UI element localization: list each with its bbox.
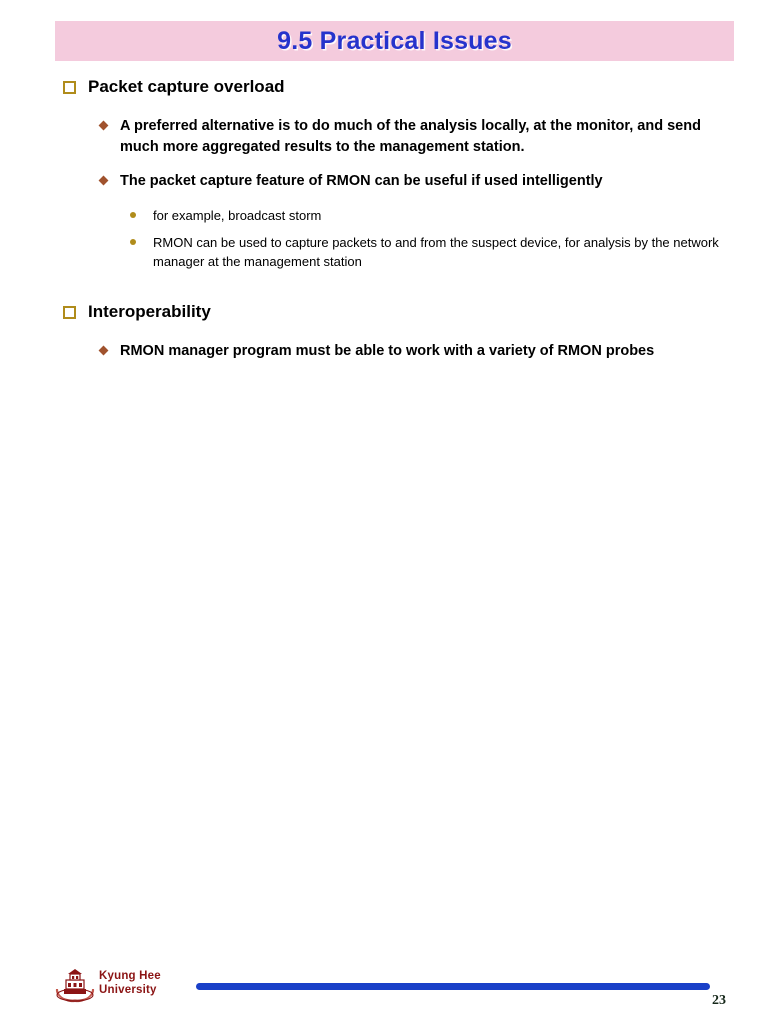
slide-footer — [0, 480, 780, 1008]
spacer — [0, 323, 780, 341]
section-heading-label: Packet capture overload — [88, 77, 285, 96]
spacer — [0, 192, 780, 206]
sub-bullet-item-label: RMON can be used to capture packets to and from the suspect device, for analysis by the network manager at the management station — [153, 234, 719, 269]
sub-bullet-item — [0, 233, 780, 271]
organization-name-line1: Kyung Hee — [99, 970, 161, 982]
spacer — [0, 157, 780, 171]
diamond-bullet-icon — [99, 121, 109, 131]
bullet-item-label: RMON manager program must be able to work with a variety of RMON probes — [120, 342, 655, 359]
spacer — [0, 271, 780, 301]
organization-name — [99, 969, 161, 997]
kyung-hee-university-crest-icon — [54, 967, 96, 1005]
diamond-bullet-icon — [99, 176, 109, 186]
footer-rule — [196, 983, 710, 990]
hollow-square-bullet-icon — [63, 81, 76, 94]
section-heading-interoperability — [0, 301, 780, 323]
page-number: 23 — [712, 993, 726, 1008]
bullet-item — [0, 116, 780, 157]
bullet-item-label: The packet capture feature of RMON can be useful if used intelligently — [120, 173, 603, 189]
page-title: 9.5 Practical Issues — [277, 26, 512, 55]
organization-name-line2: University — [99, 984, 157, 996]
bullet-item — [0, 171, 780, 192]
section-heading-packet-capture-overload — [0, 76, 780, 98]
bullet-item — [0, 341, 780, 362]
spacer — [0, 225, 780, 233]
slide-title-banner — [55, 21, 734, 61]
bullet-item-label: A preferred alternative is to do much of the analysis locally, at the monitor, and send much more aggregated results to the management station. — [120, 118, 701, 155]
slide-body — [0, 76, 780, 361]
dot-bullet-icon — [130, 212, 136, 218]
dot-bullet-icon — [130, 239, 136, 245]
spacer — [0, 98, 780, 116]
section-heading-label: Interoperability — [88, 301, 211, 321]
hollow-square-bullet-icon — [63, 306, 76, 319]
diamond-bullet-icon — [99, 345, 109, 355]
sub-bullet-item — [0, 206, 780, 225]
sub-bullet-item-label: for example, broadcast storm — [153, 207, 322, 223]
